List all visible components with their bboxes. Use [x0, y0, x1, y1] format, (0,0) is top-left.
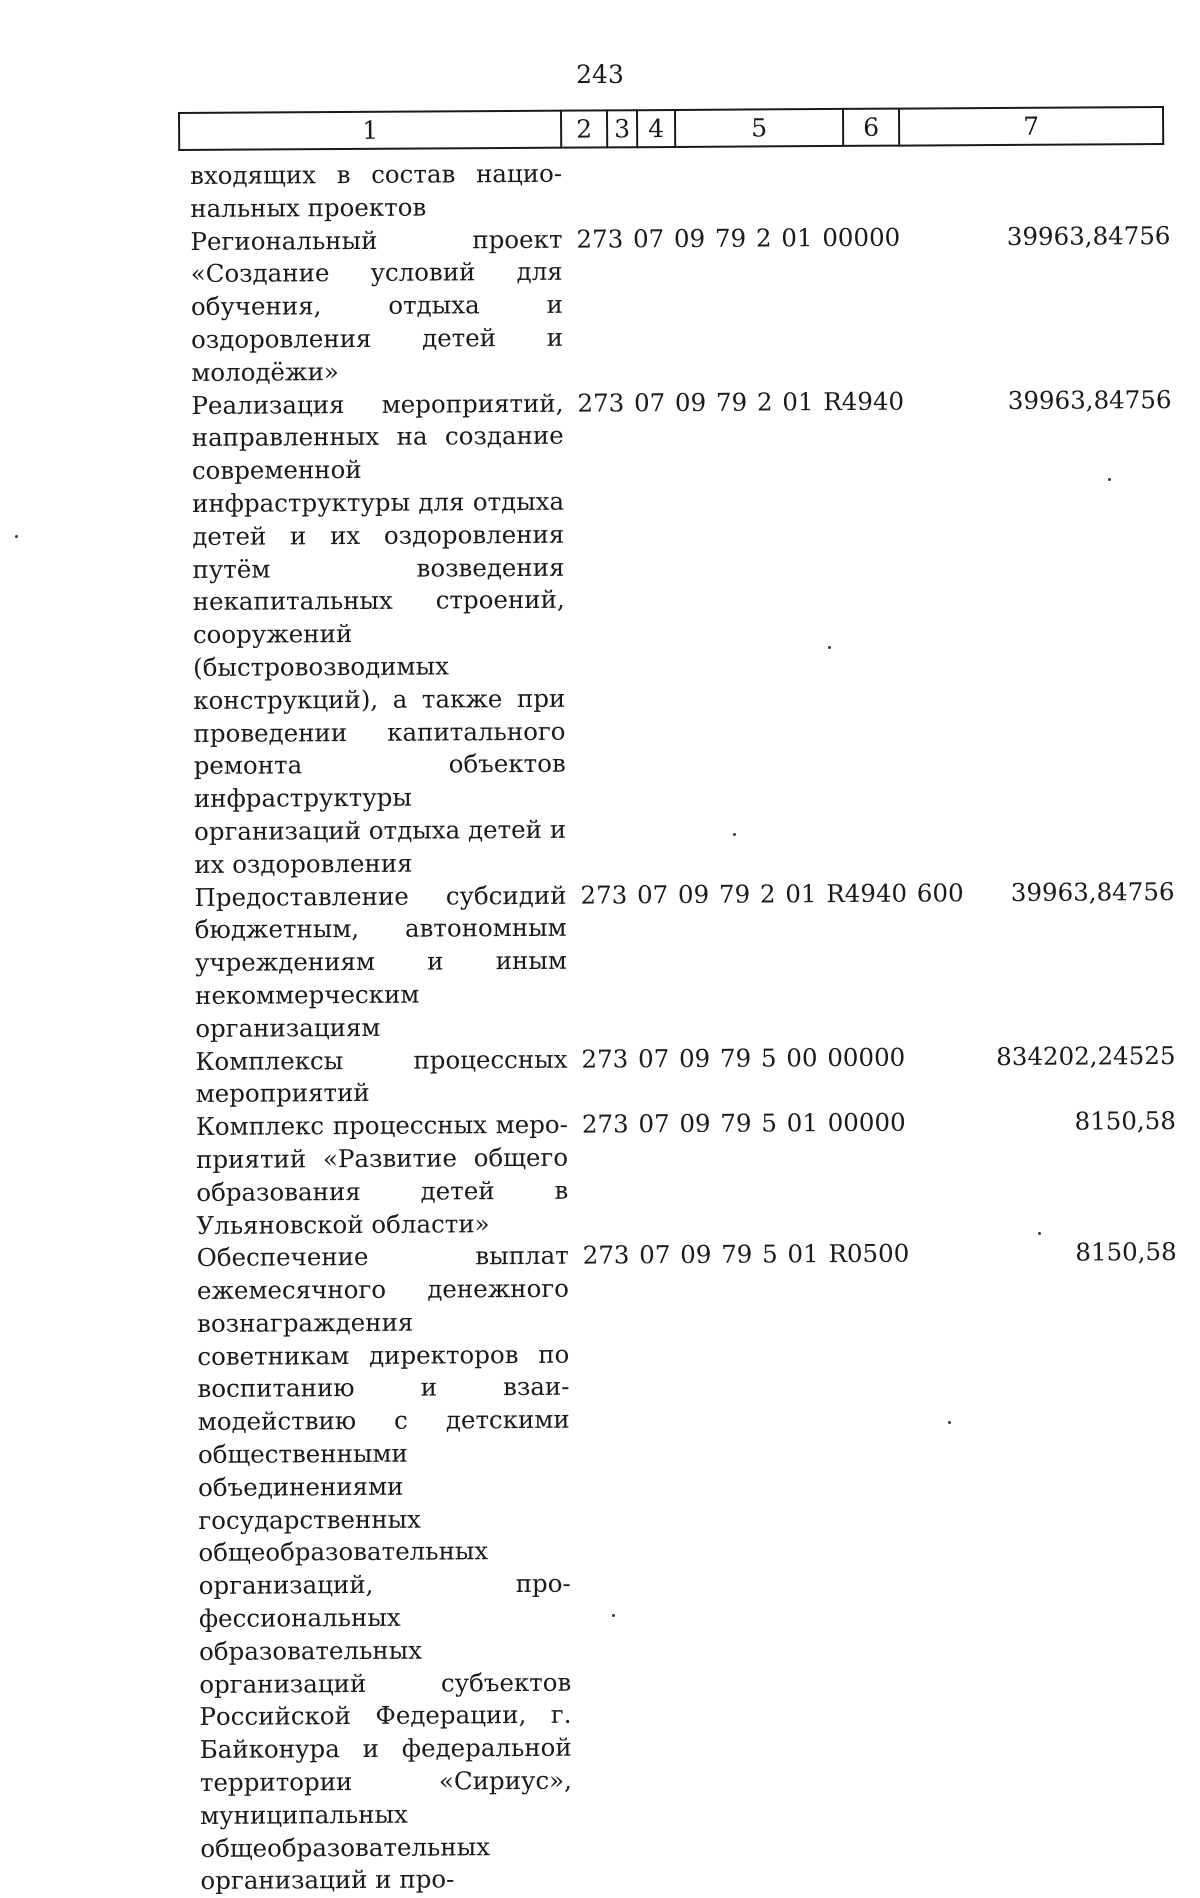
row-amount: 39963,84756 — [1010, 876, 1175, 907]
column-header-1: 1 — [179, 111, 561, 150]
row-codes: 273 07 09 79 2 01 R4940 — [577, 386, 905, 418]
table-row — [190, 220, 1171, 390]
column-header-7: 7 — [899, 107, 1163, 146]
column-header-6: 6 — [843, 109, 899, 146]
scan-speck — [612, 1614, 615, 1617]
row-amount: 834202,24525 — [996, 1040, 1176, 1071]
row-codes: 273 07 09 79 5 01 00000 — [581, 1107, 906, 1139]
table-row — [194, 876, 1175, 1046]
row-codes: 273 07 09 79 5 00 00000 — [581, 1042, 906, 1074]
row-codes: 273 07 09 79 5 01 R0500 — [582, 1238, 910, 1270]
row-codes: 273 07 09 79 2 01 R4940 600 — [580, 877, 964, 910]
row-description: Обеспечение выплат ежемесячного денежного вознаграждения советникам директоров по воспитанию и взаимодействию с детскими общественными объединениями государственных общеобразовательных организаций, профессиональных образовательных организаций субъектов Российской Федерации, г. Байконура и федеральной территории «Сириус», муниципальных общеобразовательных организаций и про- — [196, 1241, 572, 1896]
scan-speck — [1108, 478, 1111, 481]
page-number: 243 — [576, 60, 624, 89]
table-row — [196, 1105, 1177, 1242]
row-amount: 39963,84756 — [1007, 384, 1172, 415]
row-amount: 8150,58 — [1074, 1106, 1176, 1136]
row-description: Предоставление субсидий бюджетным, автономным учреждениям и иным некоммерческим организациям — [194, 880, 567, 1043]
row-description: Региональный проект «Создание условий для обучения, отдыха и оздоровления детей и молодёжи» — [190, 224, 564, 387]
scan-speck — [1038, 1232, 1041, 1235]
table-row — [195, 1040, 1175, 1112]
row-description: Комплекс процессных мероприятий «Развитие общего образования детей в Ульяновской области» — [195, 1109, 569, 1240]
table-row — [190, 154, 1170, 226]
column-header-row — [178, 106, 1164, 151]
budget-table-body — [190, 154, 1181, 1898]
column-header-5: 5 — [675, 109, 843, 147]
row-amount: 8150,58 — [1075, 1237, 1177, 1267]
scan-speck — [15, 535, 18, 538]
row-description: входящих в состав национальных проектов — [190, 158, 563, 223]
table-row — [197, 1236, 1181, 1898]
scan-speck — [828, 646, 831, 649]
row-codes: 273 07 09 79 2 01 00000 — [576, 222, 901, 254]
column-header-2: 2 — [561, 110, 607, 147]
row-amount: 39963,84756 — [1006, 220, 1171, 251]
scan-speck — [733, 833, 736, 836]
row-description: Реализация мероприятий, направленных на создание современной инфраструктуры для отдыха детей и их оздоровления путём возведения некапитальных строений, сооружений (быстровозводимых конструкций), а также при проведении капитального ремонта объектов инфраструктуры организаций отдыха детей и их оздоровления — [191, 388, 567, 879]
row-description: Комплексы процессных мероприятий — [195, 1044, 568, 1109]
row-amount — [970, 154, 1170, 155]
column-header-4: 4 — [637, 110, 675, 147]
column-header-3: 3 — [607, 110, 637, 147]
table-row — [191, 384, 1174, 882]
scan-speck — [948, 1421, 951, 1424]
